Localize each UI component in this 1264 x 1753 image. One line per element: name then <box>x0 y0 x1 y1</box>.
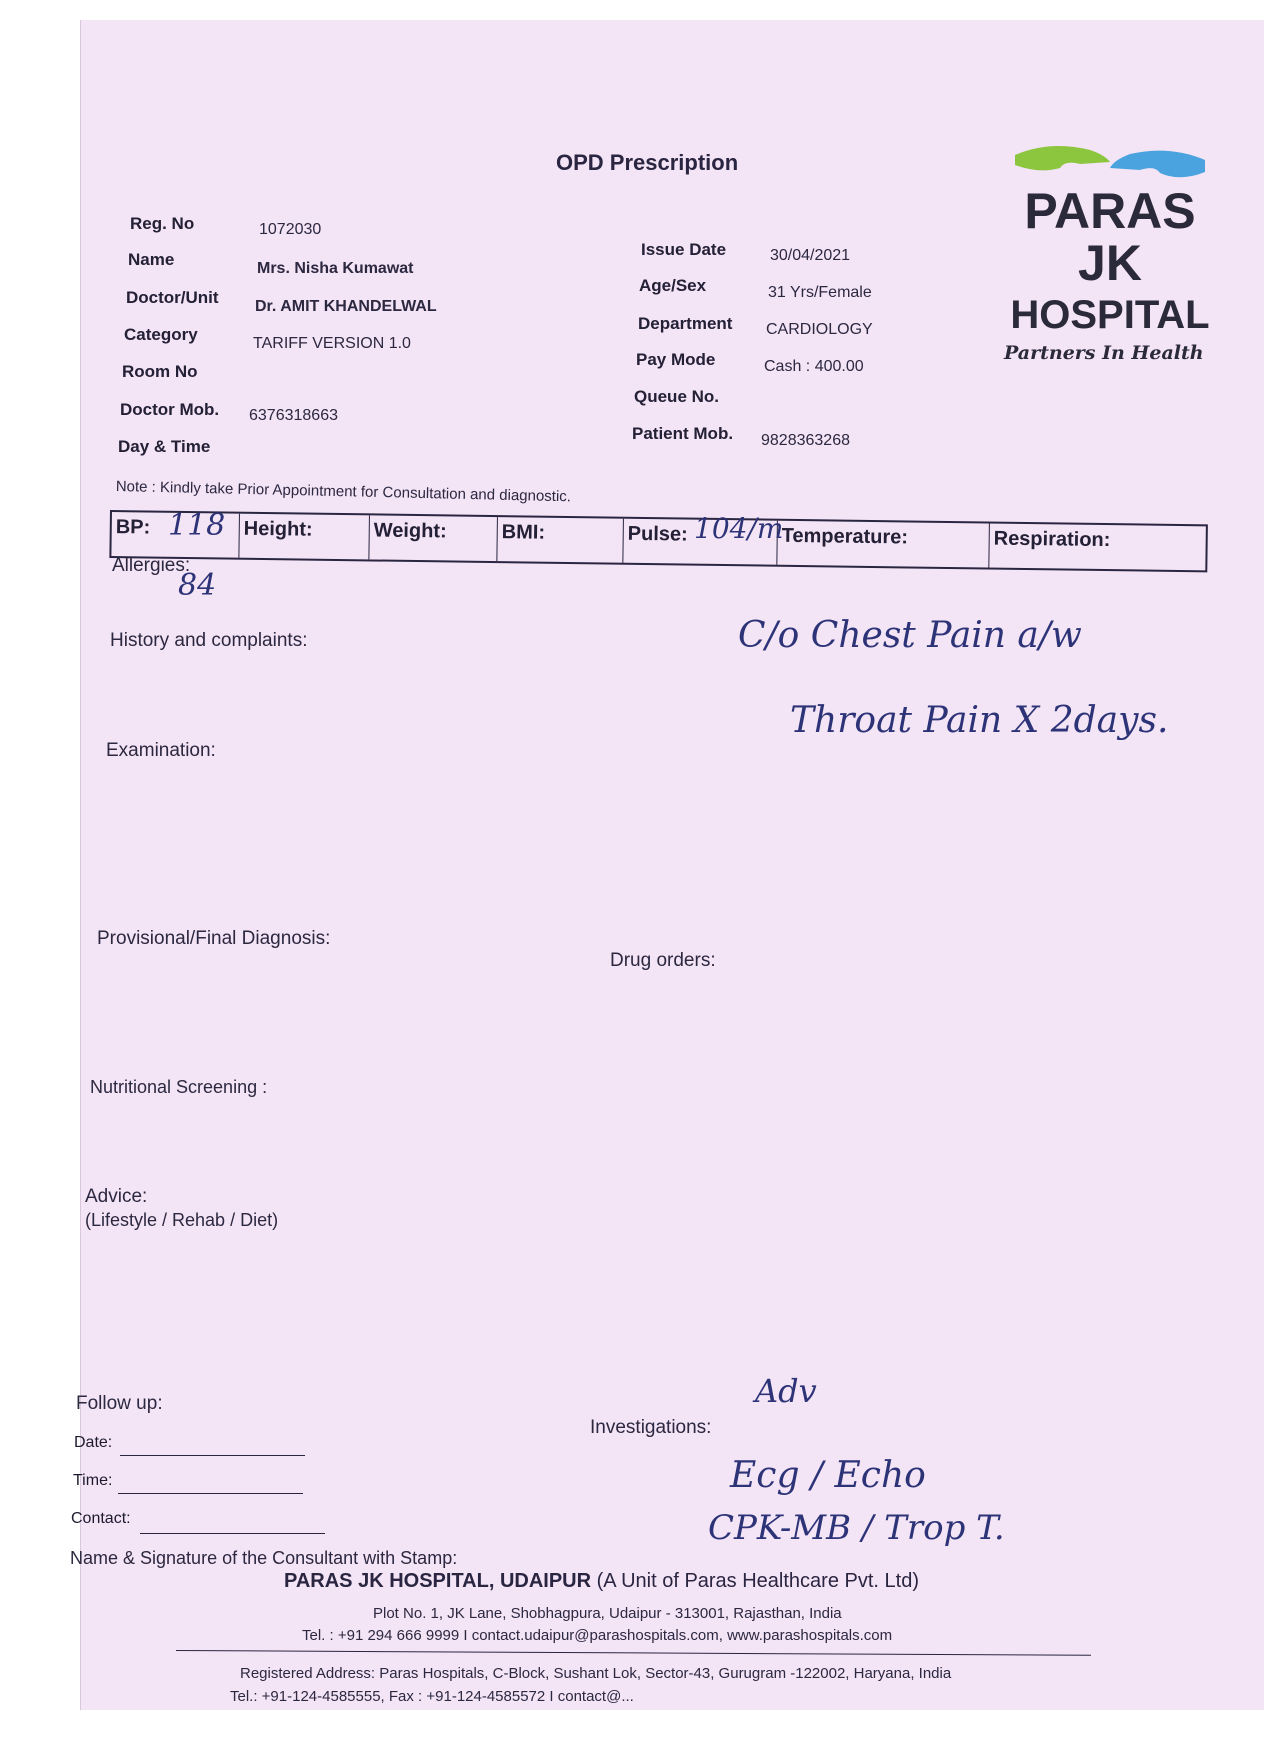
footer-registered: Registered Address: Paras Hospitals, C-Block, Sushant Lok, Sector-43, Gurugram -122002, Haryana, India <box>240 1665 952 1682</box>
handwritten-bp-2: 84 <box>178 568 217 603</box>
handwritten-investigation-2: CPK-MB / Trop T. <box>708 1508 1005 1548</box>
field-label: Pay Mode <box>636 350 716 369</box>
advice-sublabel: (Lifestyle / Rehab / Diet) <box>85 1210 279 1230</box>
field-value: TARIFF VERSION 1.0 <box>253 335 411 352</box>
nutritional-label: Nutritional Screening : <box>90 1077 268 1097</box>
logo-tagline: Partners In Health <box>1004 342 1204 364</box>
footer-registered-tel: Tel.: +91-124-4585555, Fax : +91-124-4585572 I contact@... <box>230 1688 634 1705</box>
investigations-label: Investigations: <box>590 1417 712 1438</box>
field-value: 9828363268 <box>761 432 850 449</box>
logo-line-1: PARAS <box>1024 183 1196 239</box>
vital-height: Height: <box>239 514 370 560</box>
allergies-label: Allergies: <box>112 555 191 576</box>
examination-label: Examination: <box>106 740 216 761</box>
logo-line-2: JK <box>1078 235 1142 291</box>
field-label: Reg. No <box>130 214 195 233</box>
footer-hospital <box>284 1570 919 1593</box>
field-value: Dr. AMIT KHANDELWAL <box>255 298 437 315</box>
contact-label: Contact: <box>71 1510 131 1527</box>
field-label: Room No <box>122 362 198 381</box>
field-value: CARDIOLOGY <box>766 321 873 338</box>
diagnosis-label: Provisional/Final Diagnosis: <box>97 928 331 949</box>
time-label: Time: <box>73 1472 113 1489</box>
advice-label: Advice: <box>85 1186 148 1207</box>
field-value: 30/04/2021 <box>770 247 851 264</box>
field-label: Issue Date <box>641 240 727 259</box>
time-line <box>118 1493 303 1494</box>
field-label: Doctor/Unit <box>126 288 219 307</box>
field-label: Department <box>638 314 733 333</box>
signature-label: Name & Signature of the Consultant with Stamp: <box>70 1548 458 1568</box>
field-label: Queue No. <box>634 387 720 406</box>
vital-bp: BP: <box>111 512 240 558</box>
field-label: Category <box>124 325 198 344</box>
field-value: Cash : 400.00 <box>764 358 864 375</box>
field-value: 6376318663 <box>249 407 338 424</box>
field-label: Day & Time <box>118 437 211 456</box>
vital-temperature: Temperature: <box>777 521 990 568</box>
follow-up-label: Follow up: <box>76 1393 163 1414</box>
handwritten-complaint-1: C/o Chest Pain a/w <box>738 615 1082 656</box>
field-value: Mrs. Nisha Kumawat <box>257 260 414 277</box>
field-label: Name <box>128 250 175 269</box>
drug-orders-label: Drug orders: <box>610 950 716 971</box>
vital-respiration: Respiration: <box>993 527 1111 552</box>
contact-line <box>140 1533 325 1534</box>
history-label: History and complaints: <box>110 630 308 651</box>
handwritten-adv: Adv <box>755 1372 817 1410</box>
handwritten-bp: 118 <box>168 508 226 543</box>
vital-pulse: Pulse: <box>623 519 778 565</box>
footer-hospital-name: PARAS JK HOSPITAL, UDAIPUR <box>284 1570 592 1592</box>
footer-address: Plot No. 1, JK Lane, Shobhagpura, Udaipur - 313001, Rajasthan, India <box>373 1605 842 1622</box>
date-label: Date: <box>74 1434 113 1451</box>
logo-text <box>1010 185 1210 341</box>
field-label: Age/Sex <box>639 276 707 295</box>
field-label: Doctor Mob. <box>120 400 220 419</box>
appointment-note: Note : Kindly take Prior Appointment for Consultation and diagnostic. <box>115 478 572 506</box>
field-value: 1072030 <box>259 221 322 238</box>
handwritten-complaint-2: Throat Pain X 2days. <box>790 700 1169 741</box>
vital-bmi: BMI: <box>497 517 624 563</box>
vital-weight: Weight: <box>369 515 498 561</box>
handwritten-pulse: 104/m <box>694 512 784 545</box>
field-value: 31 Yrs/Female <box>768 284 872 301</box>
footer-unit: (A Unit of Paras Healthcare Pvt. Ltd) <box>596 1570 919 1592</box>
page-title: OPD Prescription <box>556 150 739 175</box>
date-line <box>120 1455 305 1456</box>
footer-contact: Tel. : +91 294 666 9999 I contact.udaipur@parashospitals.com, www.parashospitals.com <box>302 1627 893 1644</box>
logo-line-3: HOSPITAL <box>1010 293 1210 337</box>
field-label: Patient Mob. <box>632 424 734 443</box>
handwritten-investigation-1: Ecg / Echo <box>730 1455 926 1496</box>
